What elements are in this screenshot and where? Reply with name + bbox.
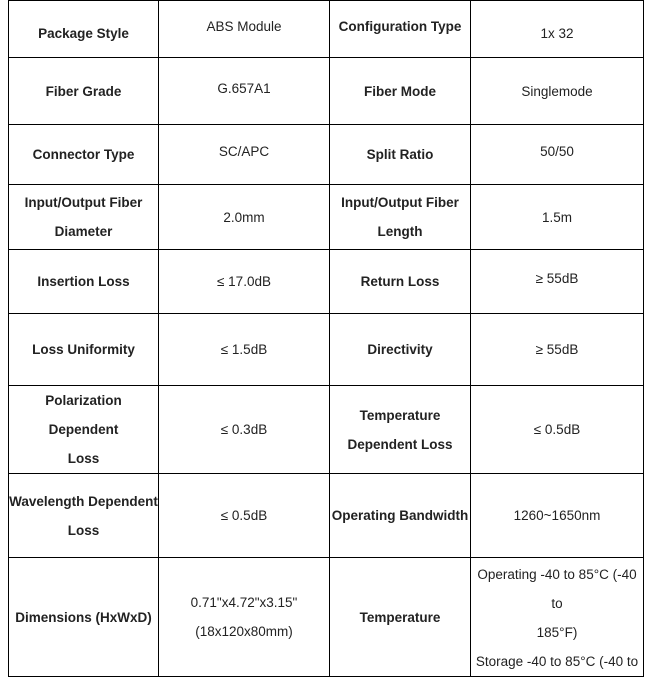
- cell-text: Temperature: [359, 407, 441, 423]
- label-cell: [330, 185, 471, 250]
- label-cell: [330, 314, 471, 386]
- label-cell: [330, 250, 471, 314]
- table-row: [9, 314, 644, 386]
- value-cell: [159, 314, 330, 386]
- cell-text: Fiber Grade: [45, 83, 122, 99]
- value-cell: [471, 58, 644, 125]
- cell-text: ≤ 0.5dB: [220, 508, 268, 523]
- label-cell: [9, 1, 159, 58]
- cell-text: ≤ 1.5dB: [220, 342, 268, 357]
- label-cell: [9, 125, 159, 185]
- value-cell: [471, 558, 644, 677]
- cell-text: Dimensions (HxWxD): [15, 609, 152, 625]
- label-cell: [9, 185, 159, 250]
- table-row: [9, 185, 644, 250]
- table-row: [9, 250, 644, 314]
- cell-text: 185°F): [536, 625, 578, 640]
- value-cell: [159, 1, 330, 58]
- cell-text: Loss: [67, 451, 100, 466]
- cell-text: 1x 32: [540, 25, 574, 41]
- cell-text: 1260~1650nm: [513, 508, 601, 523]
- cell-text: Length: [377, 224, 423, 239]
- value-cell: [159, 250, 330, 314]
- label-cell: [9, 386, 159, 474]
- value-cell: [471, 1, 644, 58]
- cell-text: Configuration Type: [338, 18, 462, 34]
- cell-text: ≥ 55dB: [535, 271, 579, 286]
- label-cell: [9, 314, 159, 386]
- cell-text: Connector Type: [32, 147, 135, 162]
- cell-text: 1.5m: [541, 209, 572, 225]
- cell-text: ABS Module: [206, 18, 282, 34]
- label-cell: [330, 125, 471, 185]
- cell-text: Split Ratio: [366, 147, 434, 162]
- table-row: [9, 58, 644, 125]
- cell-text: Polarization Dependent: [45, 393, 122, 437]
- label-cell: [330, 58, 471, 125]
- cell-text: Dependent Loss: [347, 436, 453, 452]
- cell-text: ≤ 17.0dB: [217, 274, 271, 289]
- cell-text: Input/Output Fiber: [341, 195, 459, 210]
- cell-text: (18x120x80mm): [195, 624, 293, 639]
- value-cell: [159, 558, 330, 677]
- label-cell: [330, 386, 471, 474]
- cell-text: Diameter: [54, 224, 113, 239]
- value-cell: [471, 386, 644, 474]
- cell-text: Operating Bandwidth: [331, 508, 469, 523]
- label-cell: [330, 1, 471, 58]
- table-row: [9, 474, 644, 558]
- label-cell: [9, 250, 159, 314]
- value-cell: [471, 250, 644, 314]
- cell-text: Temperature: [359, 609, 441, 625]
- cell-text: Package Style: [38, 25, 129, 41]
- table-row: [9, 125, 644, 185]
- value-cell: [159, 386, 330, 474]
- cell-text: Insertion Loss: [37, 274, 130, 289]
- cell-text: Wavelength Dependent: [9, 493, 158, 509]
- value-cell: [471, 185, 644, 250]
- cell-text: 50/50: [540, 144, 574, 159]
- cell-text: Storage -40 to 85°C (-40 to: [475, 654, 639, 669]
- cell-text: Loss Uniformity: [32, 342, 135, 357]
- value-cell: [159, 125, 330, 185]
- cell-text: Operating -40 to 85°C (-40 to: [477, 567, 637, 611]
- cell-text: ≤ 0.5dB: [533, 422, 581, 437]
- cell-text: SC/APC: [218, 144, 270, 159]
- label-cell: [9, 58, 159, 125]
- value-cell: [159, 474, 330, 558]
- cell-text: G.657A1: [217, 80, 271, 96]
- value-cell: [159, 58, 330, 125]
- value-cell: [471, 314, 644, 386]
- cell-text: Input/Output Fiber: [24, 195, 143, 210]
- value-cell: [159, 185, 330, 250]
- table-row: [9, 1, 644, 58]
- spec-table: [8, 0, 644, 677]
- value-cell: [471, 125, 644, 185]
- cell-text: ≥ 55dB: [535, 342, 579, 357]
- cell-text: Singlemode: [521, 83, 593, 99]
- table-row: [9, 386, 644, 474]
- cell-text: Fiber Mode: [363, 83, 436, 99]
- cell-text: ≤ 0.3dB: [220, 422, 268, 437]
- value-cell: [471, 474, 644, 558]
- cell-text: 2.0mm: [223, 209, 265, 225]
- cell-text: Directivity: [367, 342, 433, 357]
- label-cell: [330, 474, 471, 558]
- label-cell: [330, 558, 471, 677]
- label-cell: [9, 474, 159, 558]
- cell-text: 0.71"x4.72"x3.15": [190, 595, 298, 610]
- label-cell: [9, 558, 159, 677]
- cell-text: Loss: [67, 522, 100, 538]
- cell-text: Return Loss: [360, 274, 440, 289]
- table-row: [9, 558, 644, 677]
